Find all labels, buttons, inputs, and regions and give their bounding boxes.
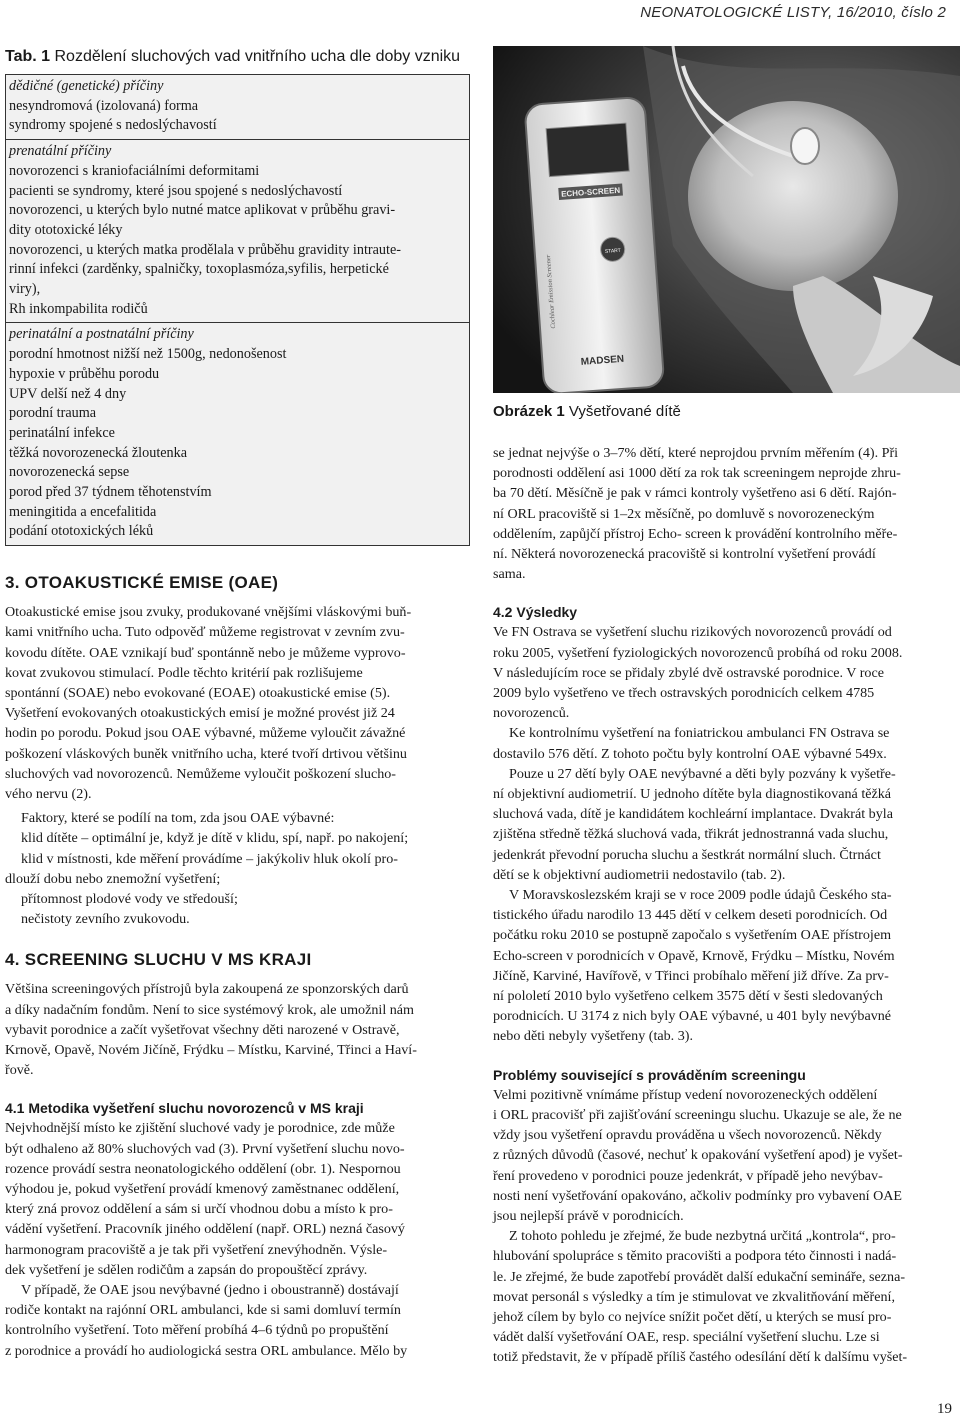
text-line: porodnosti oddělení asi 1000 dětí za rok tak screeningem neprojde zhru- [493,465,901,482]
text-line: nosti není vyšetřování opakováno, ačkoliv podmínky pro vybavení OAE [493,1187,903,1204]
text-line: spontánní (SOAE) nebo evokované (EOAE) otoakustické emise (5). [5,684,391,701]
text-line: ní ORL pracoviště si 1–2x měsíčně, po domluvě s novorozeneckým [493,505,875,522]
text-line: který zná provoz oddělení a sám si určí vhodnou dobu a místo k pro- [5,1201,393,1218]
text-line: Otoakustické emise jsou zvuky, produkované vnějšími vláskovými buň- [5,604,412,621]
text-line: i ORL pracovišť při zajišťování screeningu sluchu. Ukazuje se ale, že ne [493,1106,902,1123]
text-line: oddělením, zapůjčí přístroj Echo- screen k provádění kontrolního měře- [493,525,898,542]
text-line: sluchová vada, dítě je kandidátem kochleární implantace. Dvakrát byla [493,806,893,823]
table-section-heading: prenatální příčiny [9,143,112,160]
text-line: ření provedeno v porodnici pouze jedenkrát, v případě jeho nevýbav- [493,1167,883,1184]
text-line: movat personál s výsledky a tím je stimulovat ve zkvalitňování měření, [493,1288,895,1305]
text-line: dlouží dobu nebo znemožní vyšetření; [5,870,221,887]
text-line: hodin po porodu. Pokud jsou OAE výbavné, můžeme vyloučit závažné [5,725,406,742]
text-line: Velmi pozitivně vnímáme přístup vedení novorozeneckých oddělení [493,1086,878,1103]
figure-photo [493,46,960,393]
figure-label: Obrázek 1 [493,403,565,420]
subsection-4-2-paragraph-4 [493,885,960,1047]
text-line: Většina screeningových přístrojů byla zakoupená ze sponzorských darů [5,981,409,998]
table-row: rinní infekci (zarděnky, spalničky, toxoplasmóza,syfilis, herpetické [9,261,389,278]
problems-title: Problémy související s prováděním screeningu [493,1066,806,1083]
text-line: Echo-screen v porodnicích v Opavě, Krnově, Frýdku – Místku, Novém [493,947,895,964]
text-line: sama. [493,566,526,583]
left-column [5,46,470,1361]
text-line: Pouze u 27 dětí byly OAE nevýbavné a děti byly pozvány k vyšetře- [509,765,896,782]
text-line: kovat zvukovou stimulací. Podle těchto kritérií pak rozlišujeme [5,664,363,681]
text-line: V Moravskoslezském kraji se v roce 2009 podle údajů Českého sta- [509,887,892,904]
section-4-title: 4. SCREENING SLUCHU V MS KRAJI [5,950,312,970]
list-item: klid v místnosti, kde měření provádíme – jakýkoliv hluk okolí pro- [21,850,398,867]
text-line: dětí se k objektivní audiometrii nedostavilo (tab. 2). [493,866,786,883]
section-4-paragraph-1 [5,979,470,1080]
text-line: ní. Některá novorozenecká pracoviště si kontrolní vyšetření provádí [493,546,876,563]
device-display [546,123,629,176]
text-line: Faktory, které se podílí na tom, zda jsou OAE výbavné: [21,810,335,827]
table-section-heading: perinatální a postnatální příčiny [9,326,194,343]
text-line: Z tohoto pohledu je zřejmé, že bude nezbytná určitá „kontrola“, pro- [509,1228,896,1245]
table-row: UPV delší než 4 dny [9,385,127,402]
text-line: V následujícím roce se přidaly zbylé dvě ostravské porodnice. V roce [493,664,884,681]
text-line: ní objektivní audiometrií. U jednoho dítěte byla diagnostikovaná těžká [493,786,892,803]
table-row: novorozenci, u kterých bylo nutné matce aplikovat v průběhu gravi- [9,202,396,219]
subsection-4-1-paragraph-1 [5,1118,470,1280]
text-line: být odhaleno až 80% sluchových vad (3). První vyšetření sluchu novo- [5,1140,405,1157]
table-row: porodní trauma [9,405,97,422]
table-section-perinatal [6,323,469,545]
page-number: 19 [937,1401,952,1417]
section-3-title: 3. OTOAKUSTICKÉ EMISE (OAE) [5,573,279,593]
device-brand-label: ECHO-SCREEN [560,185,621,199]
text-line: totiž představit, že v případě příliš častého odesílání dětí k dalšímu vyšet- [493,1349,908,1366]
text-line: jehož cílem by bylo co nejvíce snížit počet dětí, u kterých se musí pro- [493,1308,892,1325]
problems-paragraph-2 [493,1226,960,1367]
table-row: novorozenci s kraniofaciálními deformitami [9,162,260,179]
text-line: kontrolního vyšetření. Toto měření probíhá 4–6 týdnů po propuštění [5,1322,389,1339]
text-line: z různých důvodů (časové, nechuť k opakování vyšetření apod) je vyšet- [493,1147,903,1164]
text-line: V případě, že OAE jsou nevýbavné (jedno i oboustranně) dostávají [21,1282,399,1299]
text-line: poškození vláskových buněk vnitřního ucha, které tvoří drtivou většinu [5,745,407,762]
text-line: jsou nejlepší právě v porodnicích. [493,1207,684,1224]
device-side-label: Cochlear Emission Screener [544,254,558,329]
text-line: kami vnitřního ucha. Tuto odpověď můžeme registrovat v zevním zvu- [5,624,405,641]
text-line: sluchových vad novorozenců. Nemůžeme vyloučit poškození slucho- [5,765,396,782]
text-line: 2009 bylo vyšetřeno ve třech ostravských porodnicích celkem 4785 [493,685,875,702]
table-row: meningitida a encefalitida [9,503,157,520]
continued-paragraph [493,443,960,584]
problems-paragraph-1 [493,1085,960,1226]
table-row: porodní hmotnost nižší než 1500g, nedonošenost [9,346,287,363]
text-line: Vyšetření evokovaných otoakustických emisí je možné provést již 24 [5,705,395,722]
text-line: kovodu dítěte. OAE vznikají buď spontánně nebo je můžeme vyprovo- [5,644,406,661]
text-line: řově. [5,1062,34,1079]
list-item: klid dítěte – optimální je, když je dítě v klidu, spí, např. po nakojení; [21,830,409,847]
text-line: vybavit porodnice a začít vyšetřovat všechny děti narozené v Ostravě, [5,1021,400,1038]
text-line: ba 70 dětí. Měsíčně je pak v rámci kontroly vyšetřeno asi 6 dětí. Rajón- [493,485,897,502]
list-item: přítomnost plodové vody ve středouší; [21,891,238,908]
text-line: Ke kontrolnímu vyšetření na foniatrickou ambulanci FN Ostrava se [509,725,890,742]
table-row: porod před 37 týdnem těhotenstvím [9,484,212,501]
text-line: ní pololetí 2010 bylo vyšetřeno celkem 3575 dětí v šesti sledovaných [493,988,883,1005]
table-row: viry), [9,281,41,298]
table-row: podání ototoxických léků [9,523,154,540]
subsection-4-1-paragraph-2 [5,1280,470,1361]
section-3-paragraph-2 [5,808,470,929]
text-line: a díky nadačním fondům. Není to sice systémový krok, ale umožnil nám [5,1001,415,1018]
table-row: novorozenci, u kterých matka prodělala v průběhu gravidity intraute- [9,241,401,258]
echo-screen-device [524,97,664,393]
subsection-4-2-paragraph-1 [493,622,960,723]
text-line: vádění vyšetření. Pracovník jiného oddělení (např. ORL) nezná časový [5,1221,405,1238]
section-3-paragraph-1 [5,602,470,804]
table-row: perinatální infekce [9,424,115,441]
right-column [493,46,960,1368]
text-line: harmonogram pracoviště a je tak při vyšetření znevýhodněn. Výsle- [5,1241,388,1258]
ear-probe [791,128,819,164]
table-row: Rh inkompabilita rodičů [9,300,148,317]
text-line: rodiče kontakt na rajónní ORL ambulanci, kde si sami domluví termín [5,1302,401,1319]
table-section-heading: dědičné (genetické) příčiny [9,78,164,94]
table-title: Rozdělení sluchových vad vnitřního ucha dle doby vzniku [54,48,461,65]
table-row: dity ototoxické léky [9,221,123,238]
text-line: z porodnice a provádí ho audiologická sestra ORL ambulance. Mělo by [5,1342,408,1359]
list-item: nečistoty zevního zvukovodu. [21,911,190,928]
subsection-4-1-title: 4.1 Metodika vyšetření sluchu novorozenců v MS kraji [5,1100,364,1117]
table-row: pacienti se syndromy, které jsou spojené s nedoslýchavostí [9,182,343,199]
table-row: nesyndromová (izolovaná) forma [9,97,199,114]
running-head: NEONATOLOGICKÉ LISTY, 16/2010, číslo 2 [640,4,946,21]
table-row: novorozenecká sepse [9,464,130,481]
figure-caption [493,401,960,423]
photo-newborn-echo-screen [493,46,960,393]
text-line: vádět další vyšetřování OAE, resp. speciální vyšetření sluchu. Lze si [493,1329,880,1346]
text-line: zjištěna středně těžká sluchová vada, třikrát jednostranná vada sluchu, [493,826,889,843]
text-line: vého nervu (2). [5,786,92,802]
subsection-4-2-title: 4.2 Výsledky [493,604,578,621]
subsection-4-2-paragraph-2 [493,723,960,763]
table-label: Tab. 1 [5,48,51,65]
subsection-4-2-paragraph-3 [493,764,960,885]
text-line: výhodou je, pokud vyšetření provádí kmenový zaměstnanec oddělení, [5,1181,400,1198]
table-caption [5,46,470,68]
device-maker-label: MADSEN [580,353,625,368]
table-section-genetic [6,75,469,140]
text-line: tistického úřadu narodilo 13 445 dětí v celkem deseti porodnicích. Od [493,907,888,924]
text-line: dek vyšetření je sdělen rodičům a zapsán do propouštěcí zprávy. [5,1261,368,1278]
table-row: hypoxie v průběhu porodu [9,365,160,382]
text-line: le. Je zřejmé, že bude zapotřebí provádět další edukační semináře, sezna- [493,1268,906,1285]
baby-head [688,101,898,291]
table-row: těžká novorozenecká žloutenka [9,444,188,461]
text-line: rozence provádí sestra neonatologického oddělení (obr. 1). Nespornou [5,1160,401,1177]
text-line: se jednat nejvýše o 3–7% dětí, které neprojdou prvním měřením (4). Při [493,445,899,461]
text-line: vždy jsou vyšetření opravdu prováděna u všech novorozenců. Někdy [493,1127,882,1144]
text-line: Nejvhodnější místo ke zjištění sluchové vady je porodnice, zde může [5,1120,395,1137]
table-1 [5,74,470,546]
text-line: novorozenců. [493,705,570,722]
text-line: hlubování spolupráce s těmito pracovišti a podpora této činnosti i nadá- [493,1248,897,1265]
text-line: roku 2005, vyšetření fyziologických novorozenců probíhá od roku 2008. [493,644,903,661]
text-line: Ve FN Ostrava se vyšetření sluchu rizikových novorozenců provádí od [493,624,892,641]
device-start-label: START [604,247,621,255]
text-line: nebo děti nebyly vyšetřeny (tab. 3). [493,1028,693,1045]
text-line: dostavilo 576 dětí. Z tohoto počtu byly kontrolní OAE výbavné 549x. [493,745,887,762]
figure-caption-text: Vyšetřované dítě [568,403,681,420]
table-row: syndromy spojené s nedoslýchavostí [9,117,217,134]
text-line: Jičíně, Karviné, Havířově, v Třinci probíhalo měření již dříve. Za prv- [493,967,889,984]
text-line: porodnicích. U 3174 z nich byly OAE výbavné, u 401 byly nevýbavné [493,1008,892,1025]
text-line: počátku roku 2010 se postupně započalo s vyšetřením OAE přístrojem [493,927,892,944]
text-line: Krnově, Opavě, Novém Jičíně, Frýdku – Místku, Karviné, Třinci a Haví- [5,1042,417,1059]
text-line: jedenkrát převodní porucha sluchu a šestkrát normální sluch. Čtrnáct [493,846,881,863]
table-section-prenatal [6,140,469,323]
